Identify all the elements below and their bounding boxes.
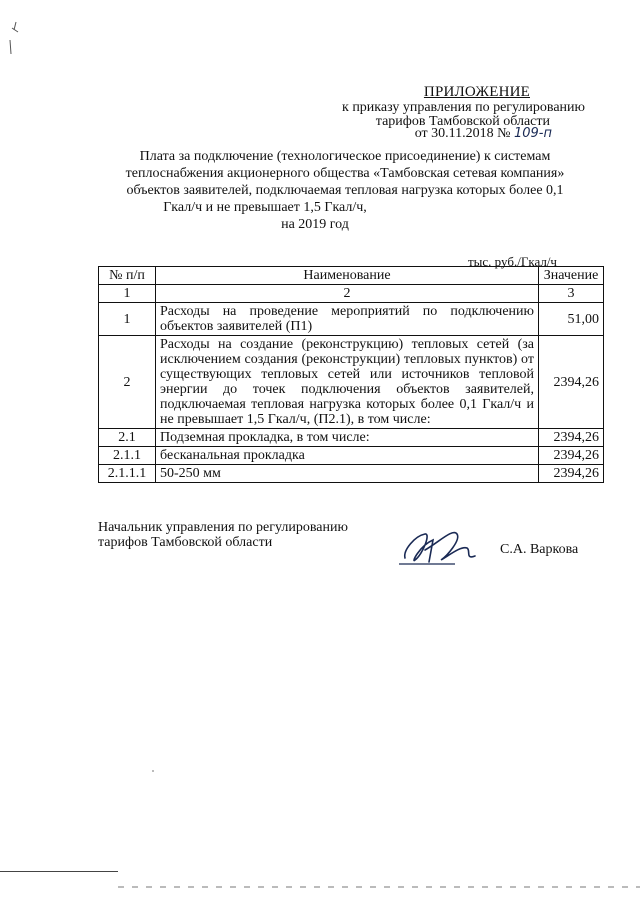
scan-edge-artifact (118, 886, 640, 888)
title-line: объектов заявителей, подключаемая тепловая нагрузка которых более 0,1 (126, 183, 564, 198)
column-number-row (99, 285, 604, 303)
colnum-1: 1 (99, 285, 156, 303)
row-num: 2 (99, 336, 156, 429)
table-row (99, 447, 604, 465)
row-value: 2394,26 (539, 336, 604, 429)
row-num: 2.1 (99, 429, 156, 447)
header-num: № п/п (99, 267, 156, 285)
footer-rule (0, 871, 118, 872)
margin-pen-mark (2, 20, 22, 60)
order-number-handwritten: 109-п (513, 126, 552, 141)
row-name: 50-250 мм (156, 465, 539, 483)
title-line: теплоснабжения акционерного общества «Тамбовская сетевая компания» (125, 166, 565, 181)
row-num: 1 (99, 303, 156, 336)
row-name: бесканальная прокладка (156, 447, 539, 465)
table-header-row (99, 267, 604, 285)
signer-position (98, 520, 348, 550)
header-value: Значение (539, 267, 604, 285)
appendix-heading: ПРИЛОЖЕНИЕ (423, 84, 530, 100)
colnum-3: 3 (539, 285, 604, 303)
table-row (99, 429, 604, 447)
order-reference-line3 (415, 126, 552, 142)
title-line: на 2019 год (281, 217, 349, 232)
row-value: 51,00 (539, 303, 604, 336)
order-reference-line1: к приказу управления по регулированию (342, 100, 585, 115)
handwritten-signature (395, 520, 495, 570)
row-name: Расходы на создание (реконструкцию) тепловых сетей (за исключением создания (реконструкции) тепловых пунктов) от существующих тепловых сетей или источников тепловой энергии до точек подключения объектов заявителей, подключаемая тепловая нагрузка которых более 0,1 Гкал/ч и не превышает 1,5 Гкал/ч, (П2.1), в том числе: (156, 336, 539, 429)
row-num: 2.1.1 (99, 447, 156, 465)
table-row (99, 303, 604, 336)
table-row (99, 336, 604, 429)
row-value: 2394,26 (539, 447, 604, 465)
row-num: 2.1.1.1 (99, 465, 156, 483)
signer-title-line: Начальник управления по регулированию (98, 520, 348, 535)
row-value: 2394,26 (539, 465, 604, 483)
title-line: Гкал/ч и не превышает 1,5 Гкал/ч, (163, 200, 367, 215)
colnum-2: 2 (156, 285, 539, 303)
row-name: Подземная прокладка, в том числе: (156, 429, 539, 447)
units-label: тыс. руб./Гкал/ч (468, 254, 557, 269)
row-value: 2394,26 (539, 429, 604, 447)
order-reference-line2: тарифов Тамбовской области (375, 114, 550, 129)
order-date: от 30.11.2018 № (414, 126, 511, 141)
header-name: Наименование (156, 267, 539, 285)
row-name: Расходы на проведение мероприятий по подключению объектов заявителей (П1) (156, 303, 539, 336)
scan-speck (152, 770, 154, 772)
signer-title-line: тарифов Тамбовской области (98, 535, 273, 550)
document-title (110, 148, 580, 233)
table-row (99, 465, 604, 483)
signer-name: С.А. Варкова (500, 542, 579, 557)
tariff-table (98, 266, 604, 483)
title-line: Плата за подключение (технологическое присоединение) к системам (139, 149, 551, 164)
